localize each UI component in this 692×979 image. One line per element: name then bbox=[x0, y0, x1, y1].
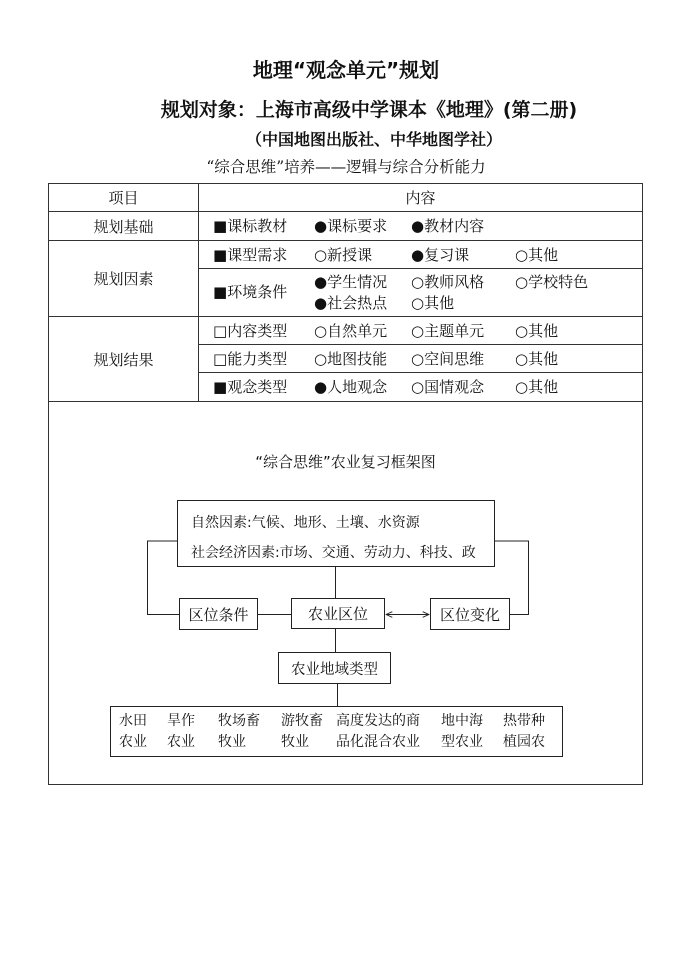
agriculture-type-item bbox=[281, 711, 323, 753]
option-label: 能力类型 bbox=[227, 350, 288, 368]
type-line: 农业 bbox=[167, 734, 195, 750]
type-line: 牧业 bbox=[218, 734, 246, 750]
unselected-radio-mark: ○ bbox=[515, 350, 529, 368]
option-human-land-concept bbox=[314, 377, 387, 397]
unselected-radio-mark: ○ bbox=[314, 350, 328, 368]
agriculture-types-box bbox=[110, 706, 563, 757]
option-label: 内容类型 bbox=[227, 322, 288, 340]
agriculture-type-item bbox=[336, 711, 420, 753]
connector-factors-to-conditions bbox=[148, 541, 180, 615]
agriculture-type-item bbox=[218, 711, 260, 753]
unselected-radio-mark: ○ bbox=[515, 246, 529, 264]
category-environment bbox=[213, 282, 287, 302]
selected-radio-mark: ● bbox=[314, 273, 328, 291]
option-school-feature bbox=[515, 272, 588, 292]
unselected-radio-mark: ○ bbox=[314, 322, 328, 340]
option-label: 课型需求 bbox=[227, 246, 288, 264]
document-subtitle: 规划对象：上海市高级中学课本《地理》(第二册) bbox=[160, 99, 578, 121]
type-line: 旱作 bbox=[167, 713, 195, 729]
option-label: 课标教材 bbox=[227, 217, 288, 235]
option-other bbox=[411, 293, 454, 313]
option-curriculum-requirement bbox=[314, 216, 387, 236]
header-content: 内容 bbox=[405, 189, 436, 207]
type-line: 农业 bbox=[119, 734, 147, 750]
unselected-radio-mark: ○ bbox=[411, 273, 425, 291]
regional-types-box: 农业地域类型 bbox=[278, 652, 391, 684]
unselected-radio-mark: ○ bbox=[314, 246, 328, 264]
publisher-line: （中国地图出版社、中华地图学社） bbox=[245, 130, 502, 149]
selected-radio-mark: ● bbox=[314, 378, 328, 396]
option-label: 国情观念 bbox=[424, 378, 485, 396]
option-label: 主题单元 bbox=[424, 322, 485, 340]
selected-radio-mark: ● bbox=[314, 294, 328, 312]
unselected-radio-mark: ○ bbox=[515, 273, 529, 291]
option-label: 地图技能 bbox=[327, 350, 388, 368]
type-line: 植园农 bbox=[503, 734, 545, 750]
unselected-radio-mark: ○ bbox=[411, 350, 425, 368]
selected-radio-mark: ● bbox=[314, 217, 328, 235]
theme-line: “综合思维”培养——逻辑与综合分析能力 bbox=[206, 158, 486, 176]
agriculture-type-item bbox=[167, 711, 195, 753]
option-spatial-thinking bbox=[411, 349, 484, 369]
agricultural-location-box: 农业区位 bbox=[291, 598, 385, 629]
option-other bbox=[515, 245, 558, 265]
type-line: 热带种 bbox=[503, 713, 545, 729]
diagram-title: “综合思维”农业复习框架图 bbox=[255, 453, 436, 471]
concept-type-row bbox=[199, 373, 642, 401]
option-other bbox=[515, 321, 558, 341]
option-other bbox=[515, 377, 558, 397]
option-label: 观念类型 bbox=[227, 378, 288, 396]
option-other bbox=[515, 349, 558, 369]
unselected-radio-mark: ○ bbox=[411, 322, 425, 340]
type-line: 型农业 bbox=[441, 734, 483, 750]
unselected-radio-mark: ○ bbox=[515, 322, 529, 340]
option-map-skills bbox=[314, 349, 387, 369]
row-label-basis: 规划基础 bbox=[93, 217, 154, 236]
checked-square-mark: ■ bbox=[213, 217, 228, 235]
option-label: 复习课 bbox=[424, 246, 470, 264]
row-label-results: 规划结果 bbox=[93, 350, 154, 369]
course-type-row bbox=[199, 241, 642, 268]
row-label-factors: 规划因素 bbox=[93, 270, 154, 288]
option-label: 空间思维 bbox=[424, 350, 485, 368]
option-national-concept bbox=[411, 377, 484, 397]
natural-factors-text: 自然因素:气候、地形、土壤、水资源 bbox=[191, 515, 420, 531]
type-line: 牧业 bbox=[281, 734, 309, 750]
category-course-type bbox=[213, 245, 287, 265]
option-label: 其他 bbox=[528, 350, 559, 368]
socioeconomic-factors-text: 社会经济因素:市场、交通、劳动力、科技、政 bbox=[191, 545, 476, 561]
option-label: 其他 bbox=[424, 294, 455, 312]
option-label: 新授课 bbox=[327, 246, 373, 264]
option-label: 课标要求 bbox=[327, 217, 388, 235]
unselected-radio-mark: ○ bbox=[411, 294, 425, 312]
checked-square-mark: ■ bbox=[213, 283, 228, 301]
unselected-radio-mark: ○ bbox=[411, 378, 425, 396]
option-label: 教材内容 bbox=[424, 217, 485, 235]
option-textbook-content bbox=[411, 216, 484, 236]
planning-table bbox=[48, 183, 643, 785]
type-line: 地中海 bbox=[441, 713, 483, 729]
framework-diagram bbox=[49, 402, 642, 784]
option-teacher-style bbox=[411, 272, 484, 292]
type-line: 游牧畜 bbox=[281, 713, 323, 729]
option-new-lesson bbox=[314, 245, 372, 265]
agriculture-type-item bbox=[503, 711, 545, 753]
location-factors-box bbox=[177, 500, 495, 567]
option-label: 其他 bbox=[528, 322, 559, 340]
option-social-hotspot bbox=[314, 293, 387, 313]
option-label: 学校特色 bbox=[528, 273, 589, 291]
option-natural-unit bbox=[314, 321, 387, 341]
checked-square-mark: ■ bbox=[213, 378, 228, 396]
option-label: 学生情况 bbox=[327, 273, 388, 291]
header-item: 项目 bbox=[108, 189, 139, 207]
ability-type-row bbox=[199, 345, 642, 372]
option-student-situation bbox=[314, 272, 387, 292]
selected-radio-mark: ● bbox=[411, 246, 425, 264]
content-type-row bbox=[199, 317, 642, 344]
agriculture-type-item bbox=[441, 711, 483, 753]
type-line: 牧场畜 bbox=[218, 713, 260, 729]
option-label: 教师风格 bbox=[424, 273, 485, 291]
category-ability-type bbox=[213, 349, 287, 369]
option-label: 社会热点 bbox=[327, 294, 388, 312]
unchecked-square-mark: □ bbox=[213, 350, 228, 368]
selected-radio-mark: ● bbox=[411, 217, 425, 235]
type-line: 品化混合农业 bbox=[336, 734, 420, 750]
type-line: 高度发达的商 bbox=[336, 713, 420, 729]
category-concept-type bbox=[213, 377, 287, 397]
option-review-lesson bbox=[411, 245, 469, 265]
agriculture-type-item bbox=[119, 711, 147, 753]
option-label: 人地观念 bbox=[327, 378, 388, 396]
category-curriculum-material bbox=[213, 216, 287, 236]
location-conditions-box: 区位条件 bbox=[179, 598, 258, 630]
option-label: 其他 bbox=[528, 246, 559, 264]
location-change-box: 区位变化 bbox=[430, 598, 510, 630]
type-line: 水田 bbox=[119, 713, 147, 729]
environment-row bbox=[199, 269, 642, 316]
option-label: 环境条件 bbox=[227, 283, 288, 301]
option-label: 其他 bbox=[528, 378, 559, 396]
option-label: 自然单元 bbox=[327, 322, 388, 340]
unselected-radio-mark: ○ bbox=[515, 378, 529, 396]
option-theme-unit bbox=[411, 321, 484, 341]
checked-square-mark: ■ bbox=[213, 246, 228, 264]
category-content-type bbox=[213, 321, 287, 341]
basis-options-row bbox=[199, 212, 642, 240]
unchecked-square-mark: □ bbox=[213, 322, 228, 340]
document-title: 地理“观念单元”规划 bbox=[252, 58, 440, 82]
